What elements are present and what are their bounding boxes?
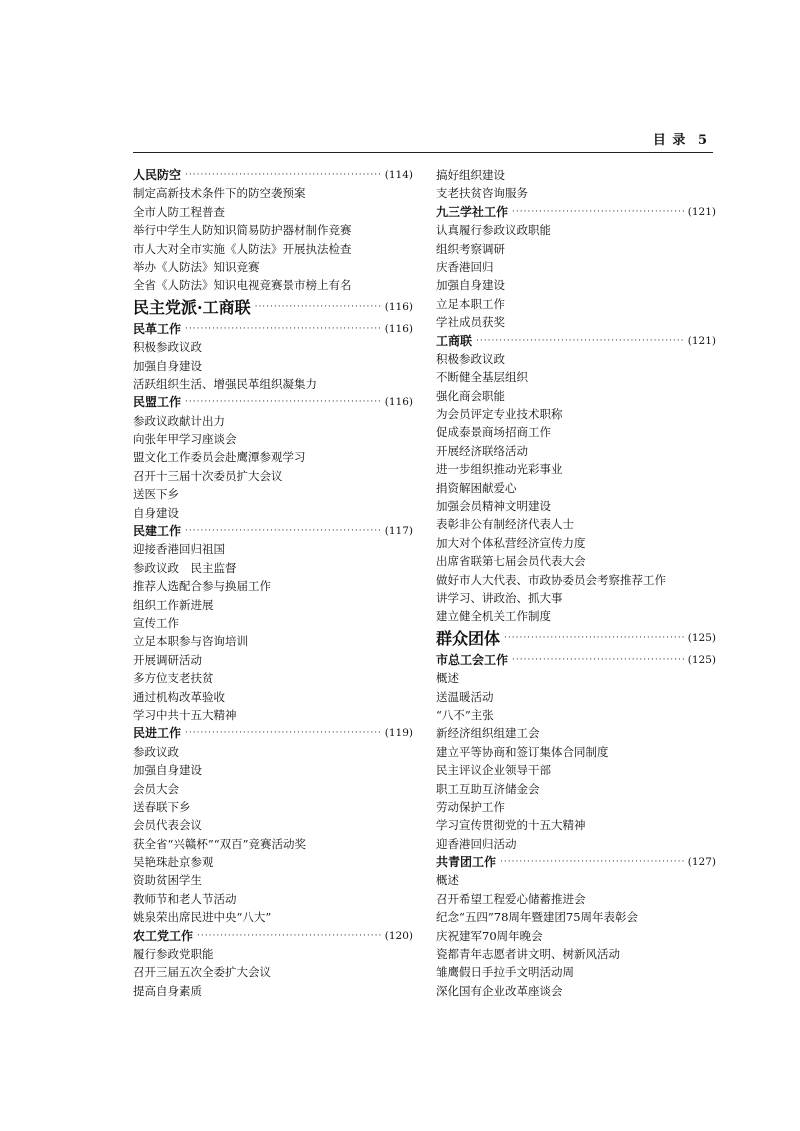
toc-item bbox=[133, 357, 413, 375]
toc-item bbox=[133, 504, 413, 522]
toc-entry-title: 组织考察调研 bbox=[436, 241, 505, 256]
toc-entry-title: 自身建设 bbox=[133, 505, 179, 520]
toc-entry-title: 民进工作 bbox=[133, 726, 182, 741]
toc-item bbox=[133, 540, 413, 558]
toc-entry-title: 加强自身建设 bbox=[133, 358, 202, 373]
toc-entry-title: 人民防空 bbox=[133, 168, 182, 182]
toc-item bbox=[436, 743, 716, 761]
toc-item bbox=[436, 927, 716, 945]
toc-item bbox=[133, 240, 413, 258]
toc-item bbox=[436, 442, 716, 460]
toc-item bbox=[133, 706, 413, 724]
toc-entry-title: 促成泰景商场招商工作 bbox=[436, 425, 551, 440]
toc-item bbox=[133, 596, 413, 614]
toc-entry-title: 民盟工作 bbox=[133, 395, 182, 410]
dot-leader bbox=[255, 295, 381, 320]
dot-leader bbox=[185, 724, 381, 742]
toc-entry-title: 加强会员精神文明建设 bbox=[436, 499, 551, 514]
toc-item bbox=[133, 448, 413, 466]
toc-item bbox=[436, 890, 716, 908]
toc-item bbox=[133, 276, 413, 294]
toc-item bbox=[436, 276, 716, 294]
toc-item bbox=[436, 607, 716, 625]
toc-entry-title: 制定高新技术条件下的防空袭预案 bbox=[133, 186, 306, 201]
toc-entry-title: 推荐人选配合参与换届工作 bbox=[133, 579, 271, 594]
toc-item bbox=[133, 908, 413, 926]
header-rule bbox=[133, 152, 713, 153]
header-title: 目 录 bbox=[652, 133, 687, 148]
toc-entry-title: 参政议政 bbox=[133, 744, 179, 759]
toc-entry-title: 迎香港回归活动 bbox=[436, 836, 517, 851]
toc-section-heading bbox=[436, 203, 716, 221]
page-number: 5 bbox=[697, 133, 708, 148]
toc-item bbox=[436, 460, 716, 478]
toc-item bbox=[436, 945, 716, 963]
toc-entry-title: 庆香港回归 bbox=[436, 259, 494, 274]
toc-entry-title: 纪念“五四”78周年暨建团75周年表彰会 bbox=[436, 910, 639, 925]
toc-entry-title: 雏鹰假日手拉手文明活动周 bbox=[436, 965, 574, 980]
toc-entry-title: 共青团工作 bbox=[436, 855, 497, 870]
toc-item bbox=[133, 651, 413, 669]
toc-section-heading bbox=[133, 320, 413, 338]
toc-entry-title: 宣传工作 bbox=[133, 615, 179, 630]
toc-section-heading bbox=[133, 166, 413, 184]
toc-part-heading bbox=[436, 626, 716, 651]
toc-item bbox=[436, 534, 716, 552]
toc-entry-title: 建立健全机关工作制度 bbox=[436, 609, 551, 624]
toc-entry-title: 九三学社工作 bbox=[436, 204, 509, 219]
toc-item bbox=[436, 963, 716, 981]
toc-item bbox=[133, 632, 413, 650]
dot-leader bbox=[185, 320, 381, 338]
toc-item bbox=[133, 835, 413, 853]
toc-item bbox=[436, 816, 716, 834]
toc-page-number: (117) bbox=[384, 525, 413, 538]
toc-item bbox=[436, 497, 716, 515]
toc-section-heading bbox=[436, 651, 716, 669]
toc-item bbox=[436, 871, 716, 889]
toc-item bbox=[436, 552, 716, 570]
toc-entry-title: 民革工作 bbox=[133, 321, 182, 336]
toc-item bbox=[133, 963, 413, 981]
toc-page-number: (120) bbox=[384, 929, 413, 942]
toc-item bbox=[133, 982, 413, 1000]
toc-entry-title: 送春联下乡 bbox=[133, 799, 191, 814]
toc-item bbox=[133, 743, 413, 761]
toc-entry-title: 会员代表会议 bbox=[133, 818, 202, 833]
toc-entry-title: 提高自身素质 bbox=[133, 983, 202, 998]
toc-entry-title: 做好市人大代表、市政协委员会考察推荐工作 bbox=[436, 572, 666, 587]
toc-entry-title: 召开十三届十次委员扩大会议 bbox=[133, 468, 283, 483]
toc-item bbox=[133, 761, 413, 779]
toc-entry-title: 瓷都青年志愿者讲文明、树新风活动 bbox=[436, 947, 620, 962]
toc-entry-title: 民主评议企业领导干部 bbox=[436, 763, 551, 778]
dot-leader bbox=[197, 927, 381, 945]
toc-item bbox=[133, 412, 413, 430]
toc-section-heading bbox=[436, 332, 716, 350]
toc-item bbox=[436, 908, 716, 926]
toc-entry-title: 加强自身建设 bbox=[133, 763, 202, 778]
toc-entry-title: 举办《人防法》知识竞赛 bbox=[133, 259, 260, 274]
toc-item bbox=[436, 835, 716, 853]
toc-item bbox=[133, 945, 413, 963]
toc-item bbox=[133, 688, 413, 706]
toc-item bbox=[133, 780, 413, 798]
toc-entry-title: 组织工作新进展 bbox=[133, 597, 214, 612]
toc-section-heading bbox=[436, 853, 716, 871]
toc-item bbox=[436, 387, 716, 405]
toc-entry-title: 立足本职工作 bbox=[436, 296, 505, 311]
toc-entry-title: 概述 bbox=[436, 873, 459, 888]
toc-entry-title: 市人大对全市实施《人防法》开展执法检查 bbox=[133, 241, 352, 256]
toc-item bbox=[436, 706, 716, 724]
toc-entry-title: 庆祝建军70周年晚会 bbox=[436, 928, 543, 943]
toc-entry-title: 送医下乡 bbox=[133, 487, 179, 502]
toc-entry-title: 迎接香港回归祖国 bbox=[133, 542, 225, 557]
toc-item bbox=[436, 515, 716, 533]
toc-left-column bbox=[133, 166, 413, 1000]
dot-leader bbox=[512, 203, 684, 221]
toc-entry-title: 积极参政议政 bbox=[436, 351, 505, 366]
toc-item bbox=[133, 798, 413, 816]
toc-entry-title: 教师节和老人节活动 bbox=[133, 891, 237, 906]
toc-entry-title: 深化国有企业改革座谈会 bbox=[436, 983, 563, 998]
toc-entry-title: 进一步组织推动光彩事业 bbox=[436, 462, 563, 477]
toc-page-number: (121) bbox=[687, 205, 716, 218]
toc-entry-title: 开展经济联络活动 bbox=[436, 443, 528, 458]
toc-entry-title: 吴艳珠赴京参观 bbox=[133, 855, 214, 870]
toc-item bbox=[133, 559, 413, 577]
toc-section-heading bbox=[133, 522, 413, 540]
toc-entry-title: 加强自身建设 bbox=[436, 278, 505, 293]
toc-section-heading bbox=[133, 724, 413, 742]
toc-right-column bbox=[436, 166, 716, 1000]
toc-item bbox=[436, 221, 716, 239]
toc-item bbox=[436, 166, 716, 184]
toc-item bbox=[436, 669, 716, 687]
toc-entry-title: “八不”主张 bbox=[436, 707, 494, 722]
toc-item bbox=[133, 485, 413, 503]
toc-entry-title: 民主党派·工商联 bbox=[133, 297, 251, 317]
toc-entry-title: 职工互助互济储金会 bbox=[436, 781, 540, 796]
toc-entry-title: 讲学习、讲政治、抓大事 bbox=[436, 590, 563, 605]
toc-entry-title: 盟文化工作委员会赴鹰潭参观学习 bbox=[133, 450, 306, 465]
toc-item bbox=[436, 423, 716, 441]
toc-entry-title: 立足本职参与咨询培训 bbox=[133, 634, 248, 649]
toc-entry-title: 群众团体 bbox=[436, 628, 501, 648]
toc-entry-title: 出席省联第七届会员代表大会 bbox=[436, 554, 586, 569]
toc-entry-title: 全省《人防法》知识电视竞赛景市榜上有名 bbox=[133, 278, 352, 293]
toc-item bbox=[133, 430, 413, 448]
toc-entry-title: 向张年甲学习座谈会 bbox=[133, 432, 237, 447]
toc-item bbox=[133, 890, 413, 908]
toc-page-number: (116) bbox=[384, 322, 413, 335]
toc-entry-title: 资助贫困学生 bbox=[133, 873, 202, 888]
toc-item bbox=[436, 258, 716, 276]
toc-entry-title: 学习宣传贯彻党的十五大精神 bbox=[436, 818, 586, 833]
dot-leader bbox=[500, 853, 684, 871]
toc-page-number: (127) bbox=[687, 856, 716, 869]
toc-entry-title: 积极参政议政 bbox=[133, 340, 202, 355]
toc-entry-title: 市总工会工作 bbox=[436, 652, 509, 667]
toc-item bbox=[133, 577, 413, 595]
toc-item bbox=[133, 853, 413, 871]
toc-entry-title: 强化商会职能 bbox=[436, 388, 505, 403]
toc-item bbox=[133, 614, 413, 632]
dot-leader bbox=[504, 626, 684, 651]
toc-entry-title: 加大对个体私营经济宣传力度 bbox=[436, 535, 586, 550]
toc-item bbox=[436, 780, 716, 798]
toc-item bbox=[436, 405, 716, 423]
toc-entry-title: 送温暖活动 bbox=[436, 689, 494, 704]
toc-part-heading bbox=[133, 295, 413, 320]
toc-item bbox=[436, 798, 716, 816]
toc-item bbox=[133, 184, 413, 202]
toc-item bbox=[133, 258, 413, 276]
toc-item bbox=[436, 313, 716, 331]
toc-entry-title: 支老扶贫咨询服务 bbox=[436, 186, 528, 201]
toc-entry-title: 召开三届五次全委扩大会议 bbox=[133, 965, 271, 980]
toc-entry-title: 学社成员获奖 bbox=[436, 315, 505, 330]
toc-item bbox=[436, 368, 716, 386]
toc-entry-title: 农工党工作 bbox=[133, 928, 194, 943]
dot-leader bbox=[185, 393, 381, 411]
toc-item bbox=[436, 571, 716, 589]
toc-entry-title: 民建工作 bbox=[133, 524, 182, 539]
toc-item bbox=[436, 295, 716, 313]
toc-item bbox=[436, 761, 716, 779]
toc-item bbox=[133, 375, 413, 393]
toc-entry-title: 参政议政 民主监督 bbox=[133, 560, 237, 575]
toc-item bbox=[133, 467, 413, 485]
toc-entry-title: 召开希望工程爱心储蓄推进会 bbox=[436, 891, 586, 906]
toc-entry-title: 工商联 bbox=[436, 333, 473, 348]
toc-section-heading bbox=[133, 927, 413, 945]
toc-entry-title: 搞好组织建设 bbox=[436, 168, 505, 182]
toc-page-number: (116) bbox=[384, 300, 413, 313]
toc-item bbox=[133, 816, 413, 834]
toc-entry-title: 劳动保护工作 bbox=[436, 799, 505, 814]
toc-item bbox=[436, 350, 716, 368]
toc-item bbox=[436, 240, 716, 258]
toc-entry-title: 参政议政献计出力 bbox=[133, 413, 225, 428]
toc-entry-title: 履行参政党职能 bbox=[133, 947, 214, 962]
toc-item bbox=[436, 688, 716, 706]
toc-entry-title: 获全省“兴赣杯”“双百”竞赛活动奖 bbox=[133, 836, 307, 851]
toc-section-heading bbox=[133, 393, 413, 411]
toc-entry-title: 表彰非公有制经济代表人士 bbox=[436, 517, 574, 532]
page-header bbox=[653, 129, 708, 148]
toc-entry-title: 捐资解困献爱心 bbox=[436, 480, 517, 495]
toc-item bbox=[436, 724, 716, 742]
toc-item bbox=[133, 203, 413, 221]
toc-entry-title: 为会员评定专业技术职称 bbox=[436, 407, 563, 422]
toc-page-number: (119) bbox=[384, 727, 413, 740]
toc-entry-title: 活跃组织生活、增强民革组织凝集力 bbox=[133, 376, 317, 391]
toc-entry-title: 概述 bbox=[436, 671, 459, 686]
toc-item bbox=[436, 479, 716, 497]
toc-entry-title: 全市人防工程普查 bbox=[133, 204, 225, 219]
toc-entry-title: 多方位支老扶贫 bbox=[133, 671, 214, 686]
toc-item bbox=[436, 184, 716, 202]
toc-entry-title: 认真履行参政议政职能 bbox=[436, 223, 551, 238]
toc-page-number: (114) bbox=[384, 169, 413, 181]
toc-item bbox=[133, 669, 413, 687]
toc-page-number: (125) bbox=[687, 631, 716, 644]
toc-item bbox=[133, 338, 413, 356]
toc-entry-title: 姚泉荣出席民进中央“八大” bbox=[133, 910, 272, 925]
toc-entry-title: 不断健全基层组织 bbox=[436, 370, 528, 385]
dot-leader bbox=[476, 332, 684, 350]
toc-page-number: (121) bbox=[687, 334, 716, 347]
toc-item bbox=[133, 871, 413, 889]
toc-item bbox=[133, 221, 413, 239]
toc-page-number: (116) bbox=[384, 396, 413, 409]
toc-entry-title: 建立平等协商和签订集体合同制度 bbox=[436, 744, 609, 759]
toc-entry-title: 开展调研活动 bbox=[133, 652, 202, 667]
dot-leader bbox=[185, 522, 381, 540]
toc-entry-title: 会员大会 bbox=[133, 781, 179, 796]
toc-entry-title: 通过机构改革验收 bbox=[133, 689, 225, 704]
dot-leader bbox=[512, 651, 684, 669]
toc-entry-title: 新经济组织组建工会 bbox=[436, 726, 540, 741]
toc-item bbox=[436, 589, 716, 607]
toc-page-number: (125) bbox=[687, 653, 716, 666]
toc-item bbox=[436, 982, 716, 1000]
toc-entry-title: 举行中学生人防知识简易防护器材制作竞赛 bbox=[133, 223, 352, 238]
dot-leader bbox=[185, 166, 381, 184]
toc-entry-title: 学习中共十五大精神 bbox=[133, 707, 237, 722]
